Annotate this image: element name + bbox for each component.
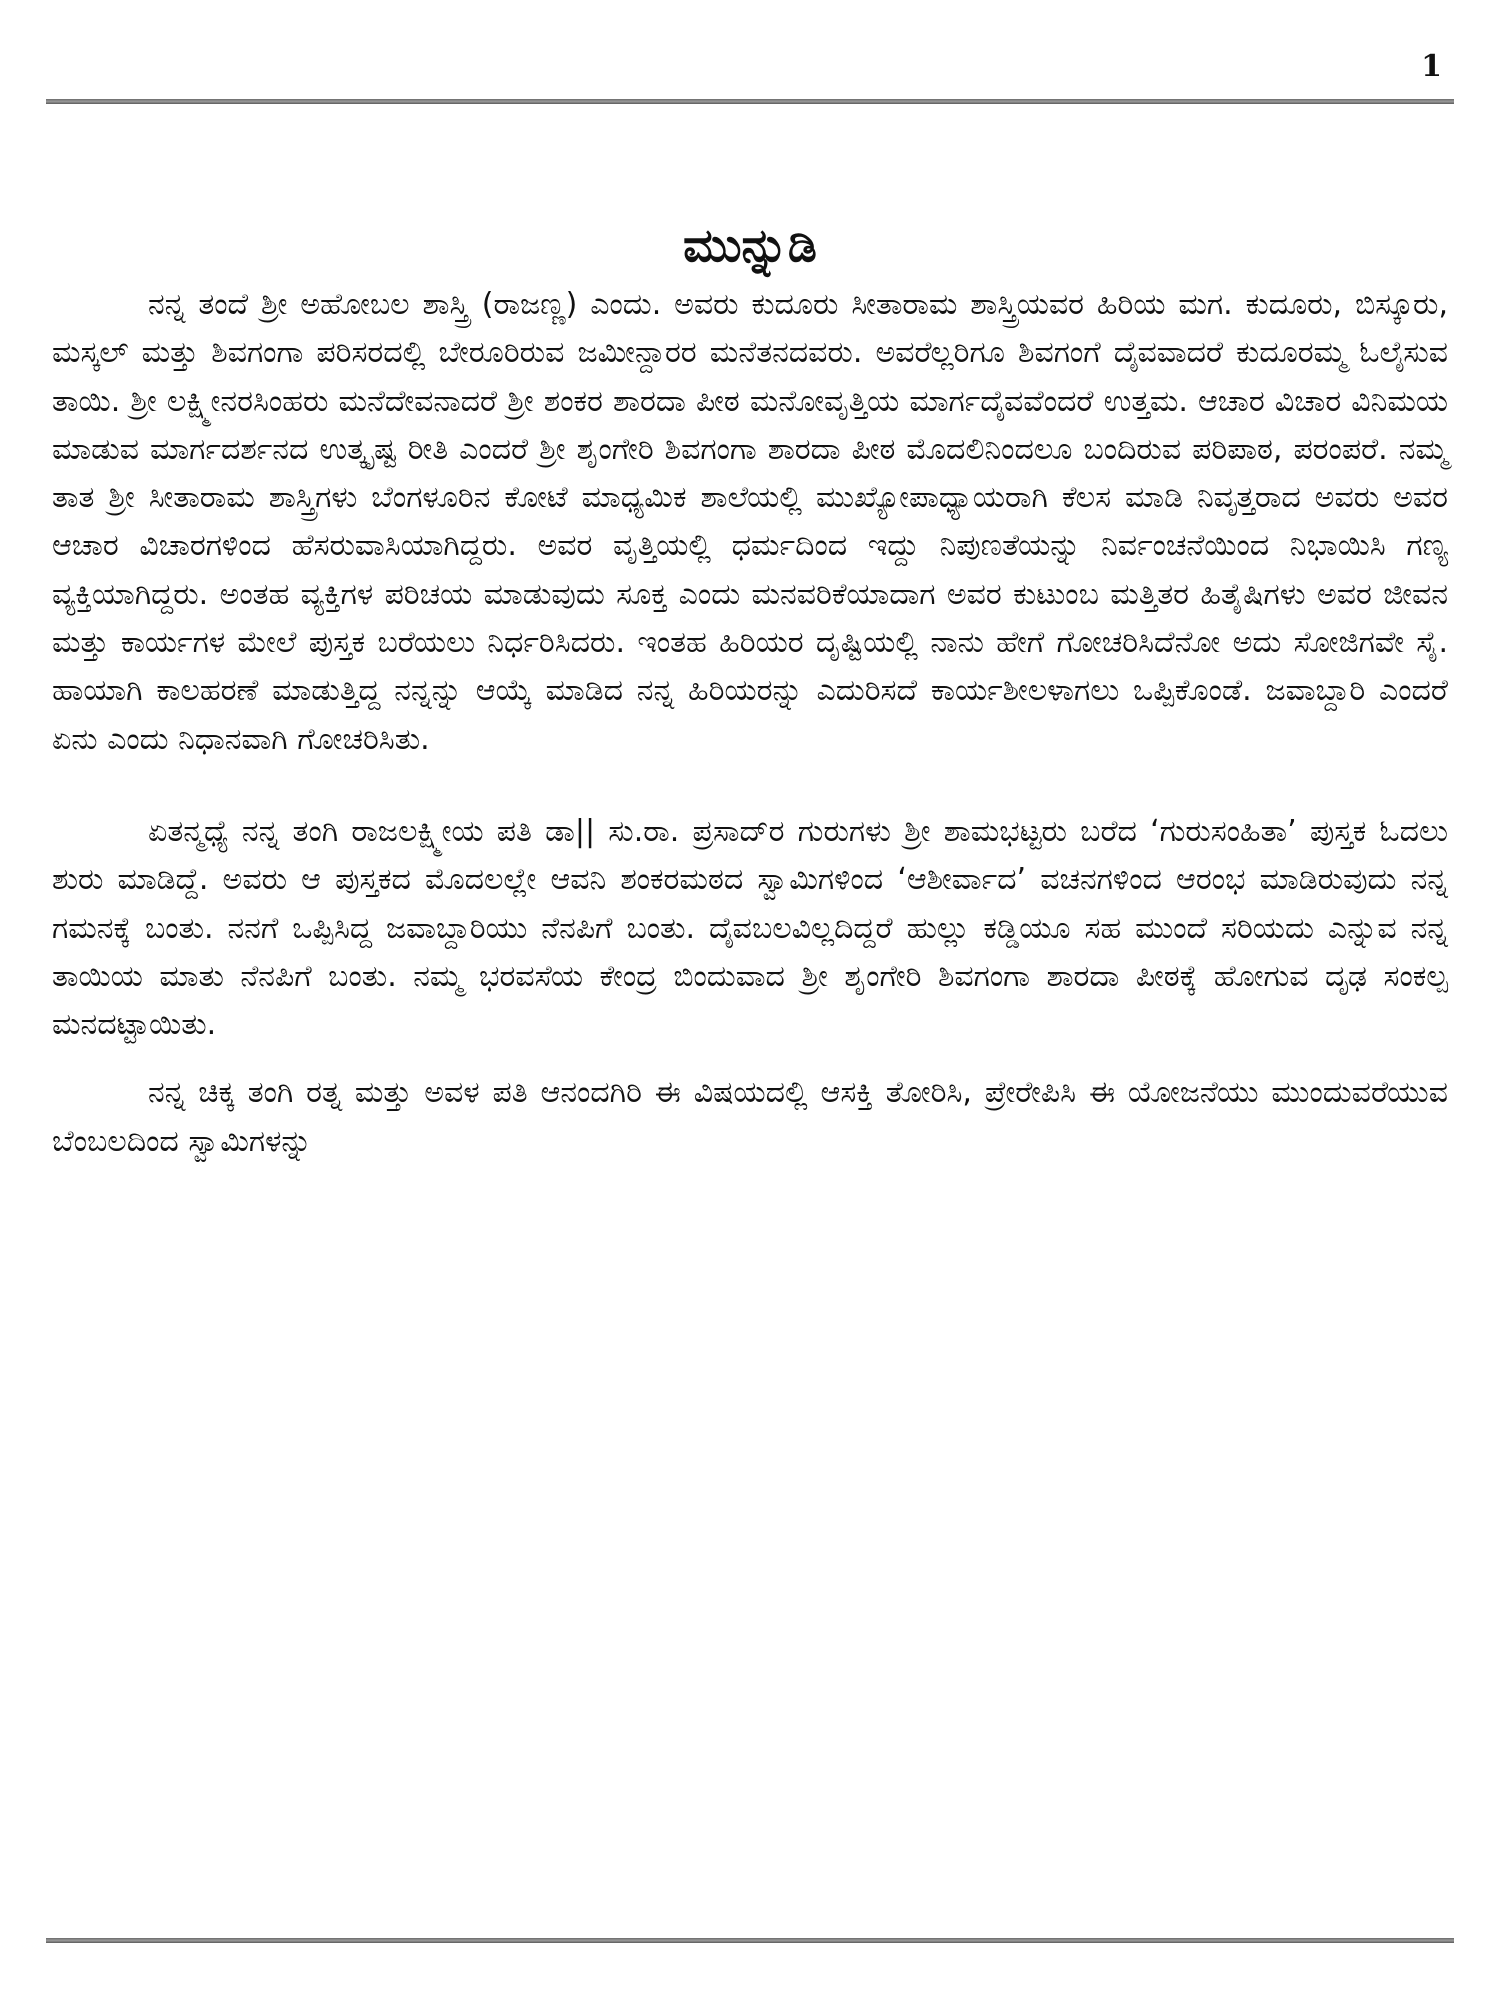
page-content — [52, 215, 1448, 1166]
page-title: ಮುನ್ನುಡಿ — [683, 218, 817, 272]
paragraph-1: ನನ್ನ ತಂದೆ ಶ್ರೀ ಅಹೋಬಲ ಶಾಸ್ತ್ರಿ (ರಾಜಣ್ಣ) ಎಂದು. ಅವರು ಕುದೂರು ಸೀತಾರಾಮ ಶಾಸ್ತ್ರಿಯವರ ಹಿರಿಯ ಮಗ. ಕುದೂರು, ಬಿಸ್ಕೂರು, ಮಸ್ಕಲ್ ಮತ್ತು ಶಿವಗಂಗಾ ಪರಿಸರದಲ್ಲಿ ಬೇರೂರಿರುವ ಜಮೀನ್ದಾರರ ಮನೆತನದವರು. ಅವರೆಲ್ಲರಿಗೂ ಶಿವಗಂಗೆ ದೈವವಾದರೆ ಕುದೂರಮ್ಮ ಓಲೈಸುವ ತಾಯಿ. ಶ್ರೀ ಲಕ್ಷ್ಮೀನರಸಿಂಹರು ಮನೆದೇವನಾದರೆ ಶ್ರೀ ಶಂಕರ ಶಾರದಾ ಪೀಠ ಮನೋವೃತ್ತಿಯ ಮಾರ್ಗದೈವವೆಂದರೆ ಉತ್ತಮ. ಆಚಾರ ವಿಚಾರ ವಿನಿಮಯ ಮಾಡುವ ಮಾರ್ಗದರ್ಶನದ ಉತ್ಕೃಷ್ಟ ರೀತಿ ಎಂದರೆ ಶ್ರೀ ಶೃಂಗೇರಿ ಶಿವಗಂಗಾ ಶಾರದಾ ಪೀಠ ಮೊದಲಿನಿಂದಲೂ ಬಂದಿರುವ ಪರಿಪಾಠ, ಪರಂಪರೆ. ನಮ್ಮ ತಾತ ಶ್ರೀ ಸೀತಾರಾಮ ಶಾಸ್ತ್ರಿಗಳು ಬೆಂಗಳೂರಿನ ಕೋಟೆ ಮಾಧ್ಯಮಿಕ ಶಾಲೆಯಲ್ಲಿ ಮುಖ್ಯೋಪಾಧ್ಯಾಯರಾಗಿ ಕೆಲಸ ಮಾಡಿ ನಿವೃತ್ತರಾದ ಅವರು ಅವರ ಆಚಾರ ವಿಚಾರಗಳಿಂದ ಹೆಸರುವಾಸಿಯಾಗಿದ್ದರು. ಅವರ ವೃತ್ತಿಯಲ್ಲಿ ಧರ್ಮದಿಂದ ಇದ್ದು ನಿಪುಣತೆಯನ್ನು ನಿರ್ವಂಚನೆಯಿಂದ ನಿಭಾಯಿಸಿ ಗಣ್ಯ ವ್ಯಕ್ತಿಯಾಗಿದ್ದರು. ಅಂತಹ ವ್ಯಕ್ತಿಗಳ ಪರಿಚಯ ಮಾಡುವುದು ಸೂಕ್ತ ಎಂದು ಮನವರಿಕೆಯಾದಾಗ ಅವರ ಕುಟುಂಬ ಮತ್ತಿತರ ಹಿತೈಷಿಗಳು ಅವರ ಜೀವನ ಮತ್ತು ಕಾರ್ಯಗಳ ಮೇಲೆ ಪುಸ್ತಕ ಬರೆಯಲು ನಿರ್ಧರಿಸಿದರು. ಇಂತಹ ಹಿರಿಯರ ದೃಷ್ಟಿಯಲ್ಲಿ ನಾನು ಹೇಗೆ ಗೋಚರಿಸಿದೆನೋ ಅದು ಸೋಜಿಗವೇ ಸೈ. ಹಾಯಾಗಿ ಕಾಲಹರಣೆ ಮಾಡುತ್ತಿದ್ದ ನನ್ನನ್ನು ಆಯ್ಕೆ ಮಾಡಿದ ನನ್ನ ಹಿರಿಯರನ್ನು ಎದುರಿಸದೆ ಕಾರ್ಯಶೀಲಳಾಗಲು ಒಪ್ಪಿಕೊಂಡೆ. ಜವಾಬ್ದಾರಿ ಎಂದರೆ ಏನು ಎಂದು ನಿಧಾನವಾಗಿ ಗೋಚರಿಸಿತು. — [52, 287, 1448, 757]
page-number: 1 — [1421, 49, 1442, 84]
top-divider — [46, 99, 1454, 104]
paragraph-3: ನನ್ನ ಚಿಕ್ಕ ತಂಗಿ ರತ್ನ ಮತ್ತು ಅವಳ ಪತಿ ಆನಂದಗಿರಿ ಈ ವಿಷಯದಲ್ಲಿ ಆಸಕ್ತಿ ತೋರಿಸಿ, ಪ್ರೇರೇಪಿಸಿ ಈ ಯೋಜನೆಯು ಮುಂದುವರೆಯುವ ಬೆಂಬಲದಿಂದ ಸ್ವಾಮಿಗಳನ್ನು — [52, 1075, 1448, 1159]
bottom-divider — [46, 1938, 1454, 1943]
paragraph-2: ಏತನ್ಮಧ್ಯೆ ನನ್ನ ತಂಗಿ ರಾಜಲಕ್ಷ್ಮೀಯ ಪತಿ ಡಾ|| ಸು.ರಾ. ಪ್ರಸಾದ್‌ರ ಗುರುಗಳು ಶ್ರೀ ಶಾಮಭಟ್ಟರು ಬರೆದ ‘ಗುರುಸಂಹಿತಾ’ ಪುಸ್ತಕ ಓದಲು ಶುರು ಮಾಡಿದ್ದೆ. ಅವರು ಆ ಪುಸ್ತಕದ ಮೊದಲಲ್ಲೇ ಆವನಿ ಶಂಕರಮಠದ ಸ್ವಾಮಿಗಳಿಂದ ‘ಆಶೀರ್ವಾದ’ ವಚನಗಳಿಂದ ಆರಂಭ ಮಾಡಿರುವುದು ನನ್ನ ಗಮನಕ್ಕೆ ಬಂತು. ನನಗೆ ಒಪ್ಪಿಸಿದ್ದ ಜವಾಬ್ದಾರಿಯು ನೆನಪಿಗೆ ಬಂತು. ದೈವಬಲವಿಲ್ಲದಿದ್ದರೆ ಹುಲ್ಲು ಕಡ್ಡಿಯೂ ಸಹ ಮುಂದೆ ಸರಿಯದು ಎನ್ನುವ ನನ್ನ ತಾಯಿಯ ಮಾತು ನೆನಪಿಗೆ ಬಂತು. ನಮ್ಮ ಭರವಸೆಯ ಕೇಂದ್ರ ಬಿಂದುವಾದ ಶ್ರೀ ಶೃಂಗೇರಿ ಶಿವಗಂಗಾ ಶಾರದಾ ಪೀಠಕ್ಕೆ ಹೋಗುವ ದೃಢ ಸಂಕಲ್ಪ ಮನದಟ್ಟಾಯಿತು. — [52, 813, 1448, 1043]
